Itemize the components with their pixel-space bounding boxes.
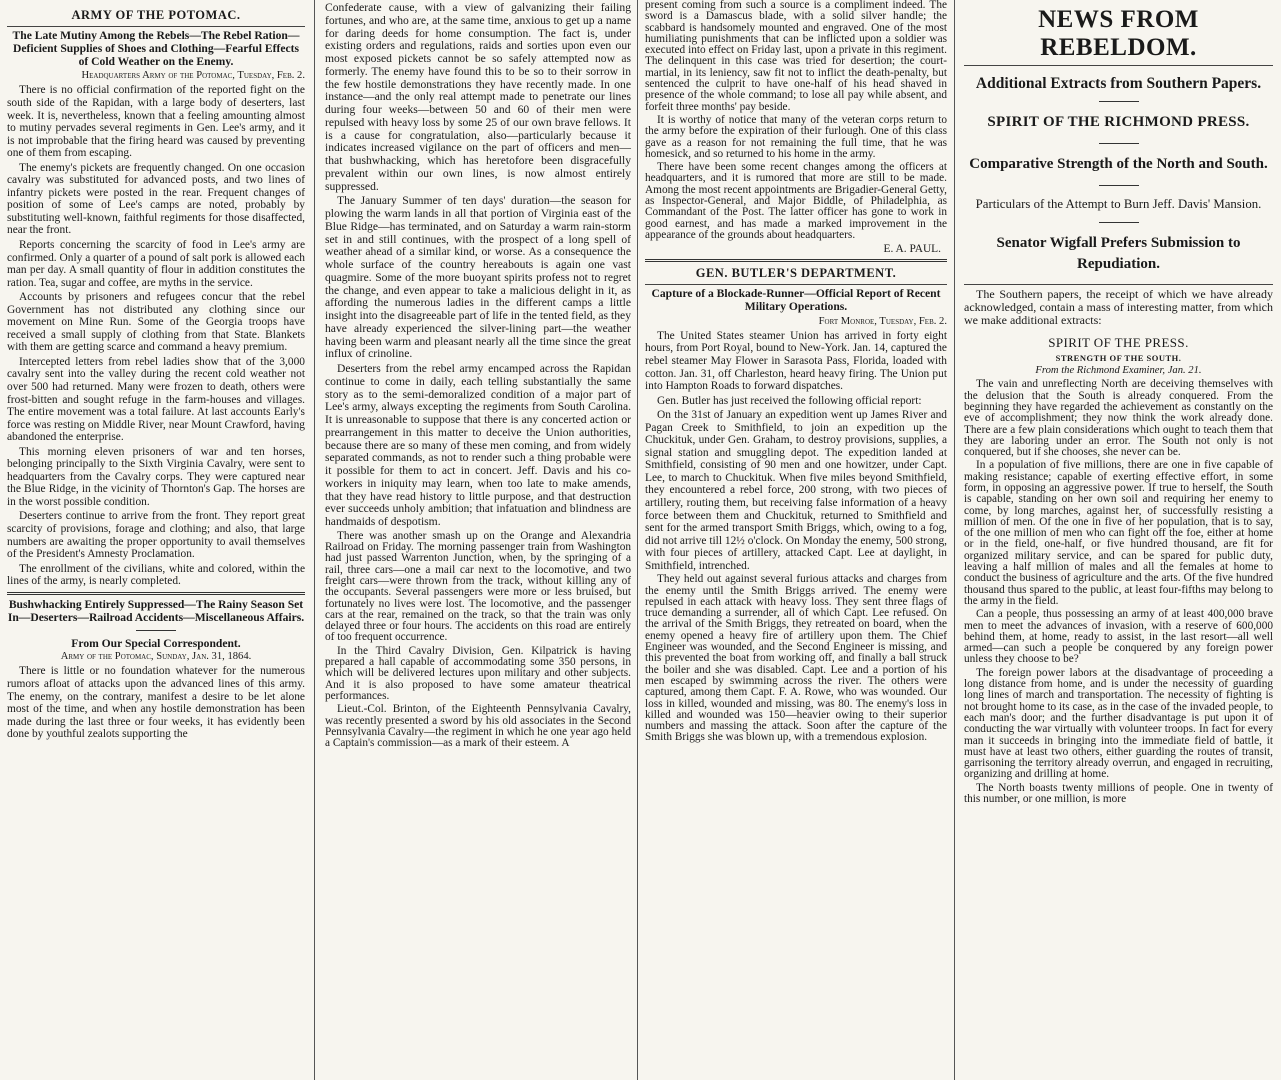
article-paragraph: Deserters continue to arrive from the front. They report great scarcity of provisions, forage and clothing; and also, that large numbers are awaiting the proper opportunity to avail themselves of the President's Amnesty Proclamation. (7, 510, 305, 561)
article-paragraph: The North boasts twenty millions of people. One in twenty of this number, or one million, is more (964, 781, 1273, 805)
column-news-from-rebeldom (958, 0, 1279, 1080)
article-paragraph: The enrollment of the civilians, white and colored, within the lines of the army, is nearly completed. (7, 562, 305, 588)
article-paragraph: It is worthy of notice that many of the veteran corps return to the army before the expiration of their furlough. One of this class gave as a reason for not remaining the full time, that he was homesick, and so returned to his home in the army. (645, 113, 947, 160)
column-army-of-potomac (2, 0, 310, 1080)
divider (964, 65, 1273, 66)
article-deck: SPIRIT OF THE RICHMOND PRESS. (987, 114, 1250, 131)
divider (136, 630, 176, 631)
article-paragraph: In a population of five millions, there are one in five capable of making resistance; capable of exerting effective effort, in some form, in opposing an aggressive power. If true to herself, the South is capable, standing on her own soil and requiring her enemy to come, by long marches, against her, of successfully resisting a million of men. Of the one in five of her population, that is to say, of the one million of men who can fight off the foe, either at home or in the field, one-half, or five hundred thousand, are fit for organized military service, and can be spared for public duty, leaving a half million of males and all the females at home to conduct the business of agriculture and the arts. Of the five hundred thousand thus spared to the public, at least four-fifths may belong to the army in the field. (964, 459, 1273, 607)
article-paragraph: The January Summer of ten days' duration—the season for plowing the warm lands in all that portion of Virginia east of the Blue Ridge—has terminated, and on Saturday a warm rain-storm set in and still continues, with the prospect of a long spell of weather ahead of a similar kind, or worse. As a consequence the whole surface of the country hereabouts is again one vast quagmire. Some of the more buoyant spirits profess not to regret the change, and even appear to take a malicious delight in it, as affording the numerous ladies in the different camps a little insight into the disagreeable part of life in the tented field, as they have already experienced the silver-lining part—the weather having been warm and pleasant nearly all the time since the great influx of crinoline. (325, 194, 631, 361)
article-paragraph: There is little or no foundation whatever for the numerous rumors afloat of attacks upon the advanced lines of this army. The enemy, on the contrary, manifest a desire to be let alone most of the time, and when any hostile demonstration has been made during the last three or four weeks, it has evidently been done by youthful zealots supporting the (7, 665, 305, 741)
article-paragraph: Accounts by prisoners and refugees concur that the rebel Government has not distributed any clothing since our movement on Mine Run. Some of the Georgia troops have received a small supply of clothing from that State. Blankets with them are getting scarce and command a heavy premium. (7, 291, 305, 354)
divider (7, 26, 305, 27)
article-paragraph: Lieut.-Col. Brinton, of the Eighteenth Pennsylvania Cavalry, was recently presented a sword by his old associates in the Second Pennsylvania Cavalry—the regiment in which he one year ago held a Captain's commission—as a mark of their esteem. A (325, 703, 631, 750)
article-deck: Senator Wigfall Prefers Submission to Repudiation. (996, 235, 1241, 272)
divider (1099, 143, 1139, 144)
section-title: GEN. BUTLER'S DEPARTMENT. (695, 266, 897, 281)
article-paragraph: Reports concerning the scarcity of food in Lee's army are confirmed. Only a quarter of a pound of salt pork is allowed each man per day. A small quantity of flour in addition constitutes the ration. Tea, sugar and coffee, are myths in the service. (7, 238, 305, 289)
divider (1099, 222, 1139, 223)
article-source: From the Richmond Examiner, Jan. 21. (1035, 365, 1202, 377)
divider (964, 284, 1273, 285)
article-paragraph: Can a people, thus possessing an army of at least 400,000 brave men to meet the advances of invasion, with a reserve of 600,000 behind them, at home, ready to assist, in the last resort—all well armed—can such a people be conquered by any foreign power unless they choose to be? (964, 608, 1273, 666)
column-rule (314, 0, 315, 1080)
article-paragraph: The enemy's pickets are frequently changed. On one occasion cavalry was substituted for advanced posts, and two lines of infantry pickets were posted in the rear. Frequent changes of position of some of Lee's camps are noted, probably by substituting well-known, faithful regiments for those disaffected, near the front. (7, 161, 305, 237)
article-intro: The Southern papers, the receipt of which we have already acknowledged, contain a mass of interesting matter, from which we make additional extracts: (964, 286, 1273, 328)
article-paragraph: The vain and unreflecting North are deceiving themselves with the delusion that the South is already conquered. From the beginning they have regarded the achievement as constantly on the eve of accomplishment; they now think the work already done. There are a few plain considerations which ought to teach them that they are laboring under an error. The South not only is not conquered, but if she chooses, she never can be. (964, 378, 1273, 459)
article-headline: Capture of a Blockade-Runner—Official Report of Recent Military Operations. (651, 287, 941, 313)
divider (645, 284, 947, 285)
section-title: ARMY OF THE POTOMAC. (71, 8, 241, 22)
article-dateline: Headquarters Army of the Potomac, Tuesday, Feb. 2. (81, 70, 305, 82)
article-paragraph: present coming from such a source is a compliment indeed. The sword is a Damascus blade, with a solid silver handle; the scabbard is handsomely mounted and engraved. One of the most humiliating punishments that can be inflicted upon a soldier was executed into effect on Friday last, upon a private in this regiment. The delinquent in this case was tried for desertion; the court-martial, in its leniency, saw fit not to inflict the death-penalty, but sentenced the culprit to have one-half of his head shaved in presence of the whole command; to lose all pay while absent, and forfeit three months' pay beside. (645, 0, 947, 113)
article-paragraph: Gen. Butler has just received the following official report: (657, 394, 922, 407)
article-paragraph: There was another smash up on the Orange and Alexandria Railroad on Friday. The morning passenger train from Washington had just passed Warrenton Junction, when, by the springing of a rail, three cars—one a mail car next to the locomotive, and two freight cars—were thrown from the track, without killing any of the occupants. Several passengers were more or less bruised, but fortunately no lives were lost. The locomotive, and the passenger cars at the rear, remained on the track, so that the train was only delayed three or four hours. The accidents on this road are entirely of too frequent occurrence. (325, 529, 631, 644)
article-paragraph: Intercepted letters from rebel ladies show that of the 3,000 cavalry sent into the valley during the recent cold weather not over 500 had returned. Many were frozen to death, others were frost-bitten and sought refuge in the farm-houses and villages. The entire movement was a total failure. At last accounts Early's force was resting on Middle River, near Mount Crawford, having abandoned the enterprise. (7, 355, 305, 444)
article-deck: Comparative Strength of the North and South. (969, 156, 1268, 173)
article-headline: Bushwhacking Entirely Suppressed—The Rainy Season Set In—Deserters—Railroad Accidents—Miscellaneous Affairs. (7, 597, 305, 624)
article-dateline: Army of the Potomac, Sunday, Jan. 31, 1864. (60, 651, 252, 663)
divider (1099, 185, 1139, 186)
article-paragraph: The United States steamer Union has arrived in forty eight hours, from Port Royal, bound to New-York. Jan. 14, captured the rebel steamer May Flower in Sarasota Pass, Florida, loaded with cotton. Jan. 31, off Charleston, heard heavy firing. The Union put into Hampton Roads to forward dispatches. (645, 329, 947, 393)
column-rule (954, 0, 955, 1080)
divider (7, 592, 305, 595)
column-butler-department (640, 0, 952, 1080)
article-paragraph: Confederate cause, with a view of galvanizing their failing fortunes, and who are, at the same time, anxious to get up a name for daring deeds for home consumption. The fact is, under existing orders and regulations, raids and sorties upon even our most exposed pickets cannot be so safely attempted now as formerly. The enemy have found this to be so to their sorrow in the few hostile demonstrations they have recently made. In one instance—and the only real attempt made to penetrate our lines during four weeks—between 50 and 60 of their men were repulsed with heavy loss by some 25 of our own brave fellows. It is a cause for congratulation, also—particularly because it indicates increased vigilance on the part of officers and men—that bushwhacking, which has heretofore been disgracefully prevalent within our own lines, is now almost entirely suppressed. (325, 1, 631, 193)
article-dateline: Fort Monroe, Tuesday, Feb. 2. (818, 315, 947, 327)
subsection-title: SPIRIT OF THE PRESS. (1048, 335, 1189, 351)
article-byline: From Our Special Correspondent. (71, 637, 241, 651)
article-paragraph: There have been some recent changes among the officers at headquarters, and it is rumored that more are still to be made. Among the most recent appointments are Brigadier-General Getty, as Inspector-General, and Major Biddle, of Philadelphia, as Commandant of the Post. The latter officer has gone to work in good earnest, and has made a marked improvement in the appearance of the grounds about headquarters. (645, 161, 947, 241)
article-headline: The Late Mutiny Among the Rebels—The Rebel Ration—Deficient Supplies of Shoes and Clothing—Fearful Effects of Cold Weather on the Enemy. (12, 29, 300, 68)
page-title: NEWS FROM REBELDOM. (1038, 6, 1199, 61)
article-paragraph: On the 31st of January an expedition went up James River and Pagan Creek to Smithfield, to join an expedition up the Chuckituk, under Gen. Graham, to destroy provisions, supplies, a signal station and smuggling depot. The expedition landed at Smithfield, consisting of 90 men and one howitzer, under Capt. Lee, to march to Chuckituk. When five miles beyond Smithfield, they encountered a rebel force, 200 strong, with two pieces of artillery, routing them, but receiving false information of a heavy force between them and Chuckituk, returned to Smithfield and sent for the armed transport Smith Briggs, which, owing to a fog, did not arrive till 12½ o'clock. On Monday the enemy, 500 strong, with four pieces of artillery, attacked Capt. Lee at daylight, in Smithfield, intrenched. (645, 409, 947, 572)
article-signature: E. A. PAUL. (883, 243, 941, 256)
article-paragraph: This morning eleven prisoners of war and ten horses, belonging principally to the Sixth Virginia Cavalry, were sent to headquarters from the Cavalry corps. They were captured near the Blue Ridge, in the vicinity of Thornton's Gap. The horses are in the worst possible condition. (7, 445, 305, 508)
article-paragraph: They held out against several furious attacks and charges from the enemy until the Smith Briggs arrived. The enemy were repulsed in each attack with heavy loss. They sent three flags of truce demanding a surrender, all of which Capt. Lee refused. On the arrival of the Smith Briggs, they retreated on board, when the enemy opened a heavy fire of artillery upon them. The Chief Engineer was wounded, and the Second Engineer is missing, and this prevented the boat from working off, and finally a ball struck the boiler and she was disabled. Capt. Lee and a portion of his men escaped by swimming across the river. The others were captured, among them Capt. F. A. Rowe, who was wounded. Our loss in killed, wounded and missing, was 80. The enemy's loss in killed and wounded was 150—heavier owing to their superior numbers and massing the attack. Soon after the capture of the Smith Briggs she was blown up, with a tremendous explosion. (645, 573, 947, 744)
article-paragraph: The foreign power labors at the disadvantage of proceeding a long distance from home, and is under the necessity of guarding long lines of march and transportation. The necessity of fighting is not brought home to its case, as in the case of the invaded people, to each man's door; and the further disadvantage is put upon it of conducting the war virtually with volunteer troops. In fact for every man it succeeds in bringing into the immediate field of battle, it must have at least two others, either guarding the routes of transit, garrisoning the territory already overrun, and engaged in recruiting, organizing and drilling at home. (964, 666, 1273, 781)
article-deck: Particulars of the Attempt to Burn Jeff. Davis' Mansion. (975, 196, 1262, 211)
article-deck: Additional Extracts from Southern Papers. (975, 75, 1262, 92)
divider (645, 259, 947, 262)
divider (1099, 101, 1139, 102)
column-rule (637, 0, 638, 1080)
subsection-title: STRENGTH OF THE SOUTH. (1055, 353, 1182, 364)
column-continued (320, 0, 636, 1080)
article-paragraph: Deserters from the rebel army encamped across the Rapidan continue to come in daily, each telling substantially the same story as to the semi-demoralized condition of a major part of Lee's army, always excepting the regiments from South Carolina. It is unreasonable to suppose that there is any concerted action or prearrangement in this matter to deceive the Union authorities, because there are so many of these men coming, and from widely separated commands, as not to render such a thing probable were it possible for them to act in concert. Jeff. Davis and his co-workers in iniquity may learn, when too late to make amends, that they have read history to little purpose, and that destruction ever succeeds unholy ambition; that infatuation and blindness are handmaids of despotism. (325, 362, 631, 528)
article-paragraph: There is no official confirmation of the reported fight on the south side of the Rapidan, with a large body of deserters, last week. It is, nevertheless, known that a feeling amounting almost to mutiny pervades several regiments in Gen. Lee's army, and it is not improbable that the firing heard was caused by preventing one of them from escaping. (7, 84, 305, 160)
article-paragraph: In the Third Cavalry Division, Gen. Kilpatrick is having prepared a hall capable of accommodating some 350 persons, in which will be delivered lectures upon military and other subjects. And it is also proposed to have some amateur theatrical performances. (325, 644, 631, 702)
